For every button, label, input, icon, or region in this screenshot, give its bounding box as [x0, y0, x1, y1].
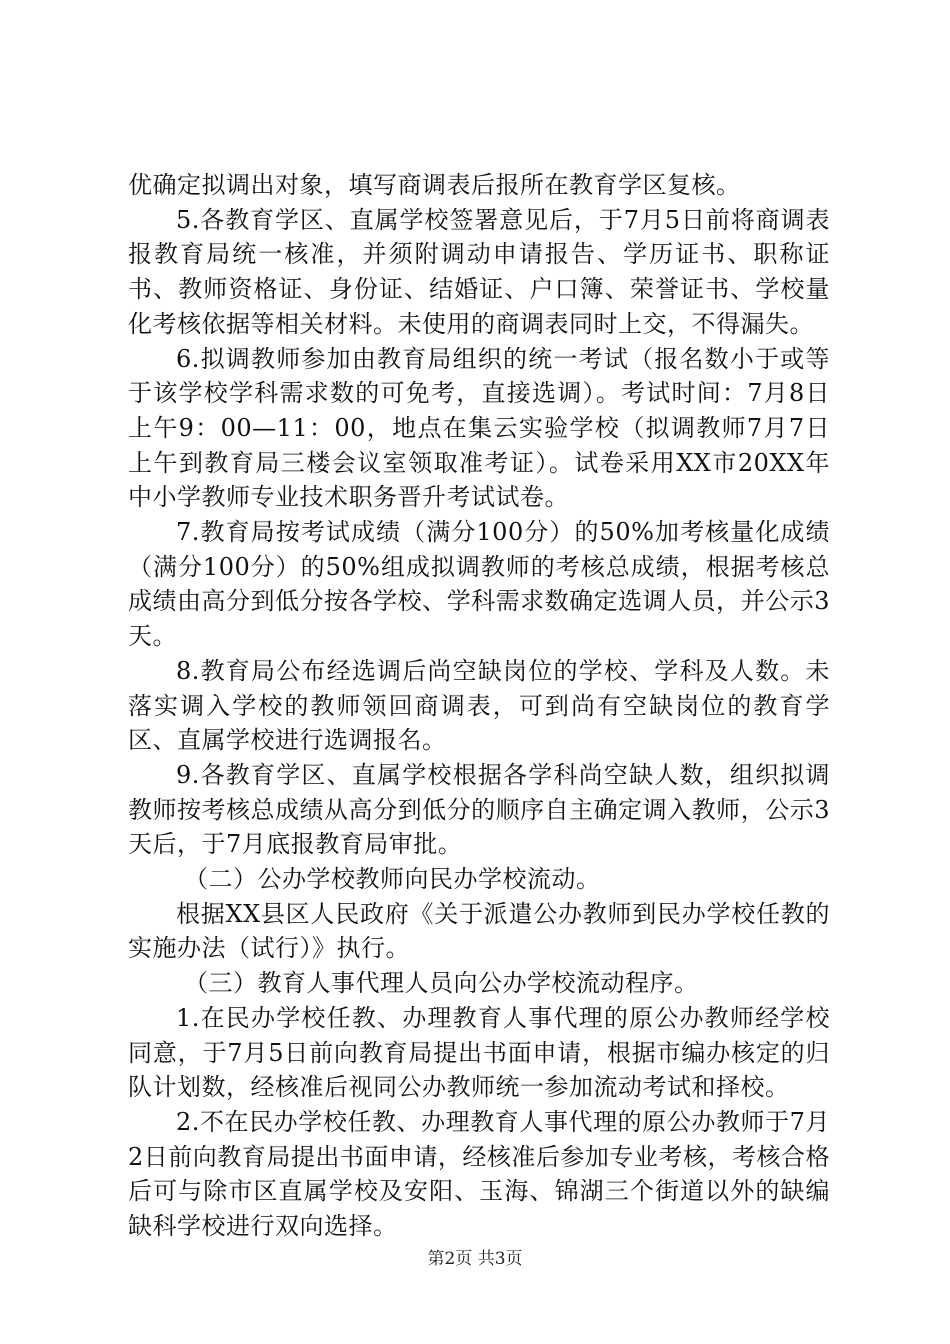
paragraph-section-3-item-2: 2.不在民办学校任教、办理教育人事代理的原公办教师于7月2日前向教育局提出书面申请，经核准后参加专业考核，考核合格后可与除市区直属学校及安阳、玉海、锦湖三个街道以外的缺编缺科学校进行双向选择。 — [128, 1107, 830, 1241]
paragraph-item-8: 8.教育局公布经选调后尚空缺岗位的学校、学科及人数。未落实调入学校的教师领回商调表，可到尚有空缺岗位的教育学区、直属学校进行选调报名。 — [128, 656, 830, 755]
document-body — [128, 168, 830, 1244]
paragraph-item-6: 6.拟调教师参加由教育局组织的统一考试（报名数小于或等于该学校学科需求数的可免考，直接选调）。考试时间：7月8日上午9：00—11：00，地点在集云实验学校（拟调教师7月7日上午到教育局三楼会议室领取准考证）。试卷采用XX市20XX年中小学教师专业技术职务晋升考试试卷。 — [128, 344, 830, 512]
section-heading-2: （二）公办学校教师向民办学校流动。 — [184, 865, 601, 894]
paragraph-item-9: 9.各教育学区、直属学校根据各学科尚空缺人数，组织拟调教师按考核总成绩从高分到低分的顺序自主确定调入教师，公示3天后，于7月底报教育局审批。 — [128, 760, 830, 859]
section-heading-3: （三）教育人事代理人员向公办学校流动程序。 — [184, 969, 699, 998]
paragraph-item-5: 5.各教育学区、直属学校签署意见后，于7月5日前将商调表报教育局统一核准，并须附调动申请报告、学历证书、职称证书、教师资格证、身份证、结婚证、户口簿、荣誉证书、学校量化考核依据等相关材料。未使用的商调表同时上交，不得漏失。 — [128, 205, 830, 338]
paragraph-section-2-body: 根据XX县区人民政府《关于派遣公办教师到民办学校任教的实施办法（试行）》执行。 — [128, 899, 830, 963]
paragraph-continuation: 优确定拟调出对象，填写商调表后报所在教育学区复核。 — [128, 171, 741, 199]
paragraph-item-7: 7.教育局按考试成绩（满分100分）的50%加考核量化成绩（满分100分）的50%组成拟调教师的考核总成绩，根据考核总成绩由高分到低分按各学校、学科需求数确定选调人员，并公示3天。 — [128, 518, 830, 651]
paragraph-section-3-item-1: 1.在民办学校任教、办理教育人事代理的原公办教师经学校同意，于7月5日前向教育局提出书面申请，根据市编办核定的归队计划数，经核准后视同公办教师统一参加流动考试和择校。 — [128, 1003, 830, 1102]
page-number-footer: 第2页 共3页 — [427, 1249, 523, 1269]
